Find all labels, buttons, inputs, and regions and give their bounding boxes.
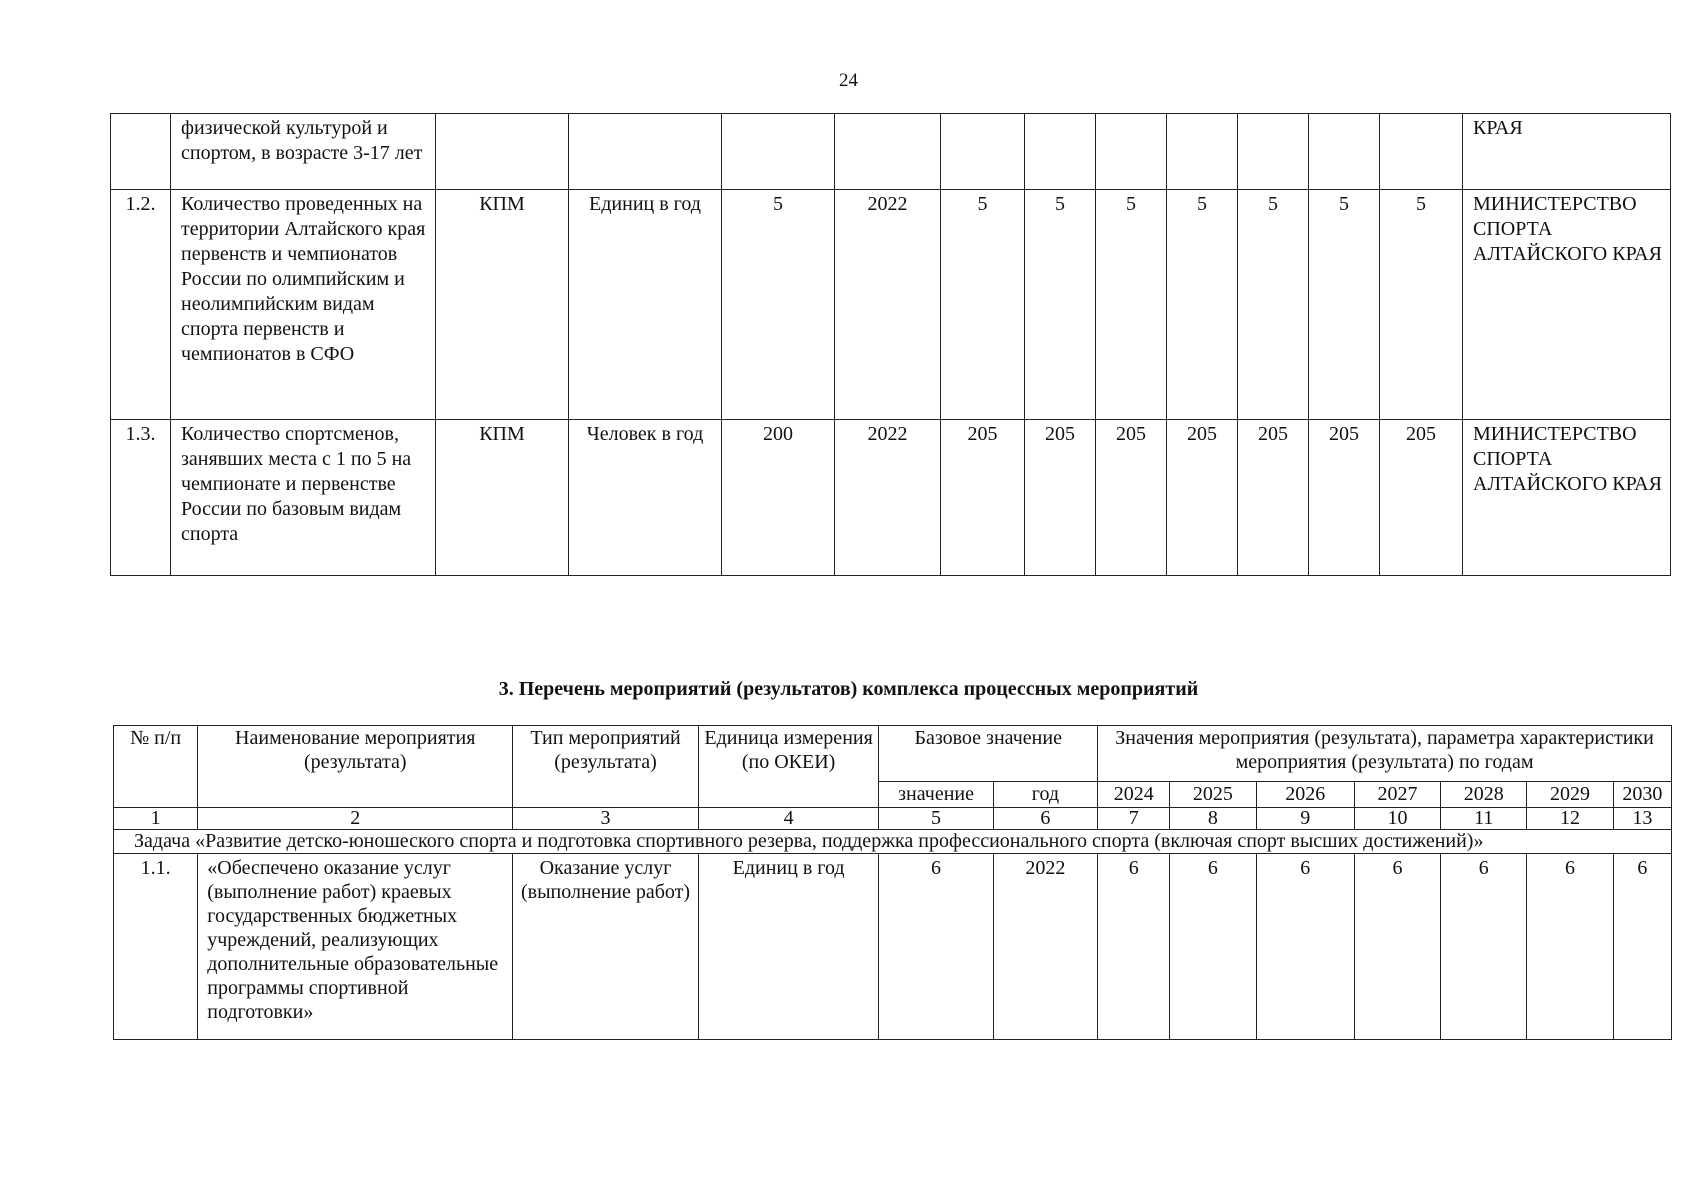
row-num: 1.2. [111, 190, 171, 420]
row-base-value [722, 114, 835, 190]
table-row [114, 854, 1672, 1040]
header-year: 2028 [1441, 782, 1527, 808]
row-value: 5 [1238, 190, 1309, 420]
row-value: 5 [1380, 190, 1463, 420]
row-unit: Единиц в год [698, 854, 879, 1040]
table-row [111, 114, 1671, 190]
row-type: КПМ [436, 190, 569, 420]
row-type: КПМ [436, 420, 569, 576]
header-year: 2029 [1527, 782, 1613, 808]
row-value: 6 [1098, 854, 1170, 1040]
column-number: 3 [513, 808, 699, 830]
row-value [1025, 114, 1096, 190]
row-value [1309, 114, 1380, 190]
row-unit: Человек в год [569, 420, 722, 576]
column-number: 13 [1613, 808, 1671, 830]
row-value: 205 [1238, 420, 1309, 576]
row-value: 205 [1309, 420, 1380, 576]
row-responsible: МИНИСТЕРСТВО СПОРТА АЛТАЙСКОГО КРАЯ [1463, 190, 1671, 420]
row-name: физической культурой и спортом, в возрасте 3-17 лет [171, 114, 436, 190]
row-value [941, 114, 1025, 190]
row-value: 6 [1170, 854, 1256, 1040]
column-number: 11 [1441, 808, 1527, 830]
activities-table [113, 725, 1672, 1040]
row-value: 6 [1441, 854, 1527, 1040]
column-number: 5 [879, 808, 993, 830]
header-year: 2027 [1354, 782, 1440, 808]
row-type: Оказание услуг (выполнение работ) [513, 854, 699, 1040]
row-value: 205 [1096, 420, 1167, 576]
row-value [1167, 114, 1238, 190]
row-num: 1.3. [111, 420, 171, 576]
column-number: 1 [114, 808, 198, 830]
row-base-year: 2022 [835, 420, 941, 576]
row-base-year [835, 114, 941, 190]
table-row [111, 190, 1671, 420]
row-value [1380, 114, 1463, 190]
section-title: 3. Перечень мероприятий (результатов) комплекса процессных мероприятий [498, 678, 1199, 700]
page-number: 24 [839, 70, 858, 91]
row-unit [569, 114, 722, 190]
header-base: Базовое значение [879, 726, 1098, 782]
task-row [114, 830, 1672, 854]
row-type [436, 114, 569, 190]
row-value: 205 [1380, 420, 1463, 576]
row-base-value: 200 [722, 420, 835, 576]
row-unit: Единиц в год [569, 190, 722, 420]
header-num: № п/п [114, 726, 198, 808]
column-number: 7 [1098, 808, 1170, 830]
row-value [1096, 114, 1167, 190]
header-year: 2030 [1613, 782, 1671, 808]
indicators-table-continued [110, 113, 1671, 576]
row-responsible: МИНИСТЕРСТВО СПОРТА АЛТАЙСКОГО КРАЯ [1463, 420, 1671, 576]
row-name: Количество проведенных на территории Алтайского края первенств и чемпионатов России по олимпийским и неолимпийским видам спорта первенств и чемпионатов в СФО [171, 190, 436, 420]
row-base-year: 2022 [835, 190, 941, 420]
row-value [1238, 114, 1309, 190]
row-responsible: КРАЯ [1463, 114, 1671, 190]
header-type: Тип мероприятий (результата) [513, 726, 699, 808]
row-name: «Обеспечено оказание услуг (выполнение работ) краевых государственных бюджетных учреждений, реализующих дополнительные образовательные программы спортивной подготовки» [198, 854, 513, 1040]
row-value: 5 [1309, 190, 1380, 420]
row-value: 6 [1256, 854, 1354, 1040]
row-value: 5 [1167, 190, 1238, 420]
header-year: 2024 [1098, 782, 1170, 808]
row-value: 5 [1025, 190, 1096, 420]
row-value: 5 [941, 190, 1025, 420]
row-base-year: 2022 [993, 854, 1097, 1040]
row-num [111, 114, 171, 190]
row-name: Количество спортсменов, занявших места с 1 по 5 на чемпионате и первенстве России по базовым видам спорта [171, 420, 436, 576]
row-value: 205 [1025, 420, 1096, 576]
row-value: 205 [941, 420, 1025, 576]
header-year: 2026 [1256, 782, 1354, 808]
row-num: 1.1. [114, 854, 198, 1040]
column-number: 10 [1354, 808, 1440, 830]
column-number: 12 [1527, 808, 1613, 830]
column-number-row [114, 808, 1672, 830]
table-row [111, 420, 1671, 576]
task-title: Задача «Развитие детско-юношеского спорта и подготовка спортивного резерва, поддержка профессионального спорта (включая спорт высших достижений)» [114, 830, 1672, 854]
row-base-value: 5 [722, 190, 835, 420]
header-year: 2025 [1170, 782, 1256, 808]
column-number: 4 [698, 808, 879, 830]
header-row [114, 726, 1672, 782]
row-value: 5 [1096, 190, 1167, 420]
header-base-value: значение [879, 782, 993, 808]
column-number: 8 [1170, 808, 1256, 830]
row-value: 6 [1527, 854, 1613, 1040]
row-base-value: 6 [879, 854, 993, 1040]
row-value: 6 [1354, 854, 1440, 1040]
row-value: 205 [1167, 420, 1238, 576]
column-number: 6 [993, 808, 1097, 830]
column-number: 2 [198, 808, 513, 830]
header-values-group: Значения мероприятия (результата), параметра характеристики мероприятия (результата) по годам [1098, 726, 1672, 782]
header-base-year: год [993, 782, 1097, 808]
header-name: Наименование мероприятия (результата) [198, 726, 513, 808]
row-value: 6 [1613, 854, 1671, 1040]
header-unit: Единица измерения (по ОКЕИ) [698, 726, 879, 808]
column-number: 9 [1256, 808, 1354, 830]
